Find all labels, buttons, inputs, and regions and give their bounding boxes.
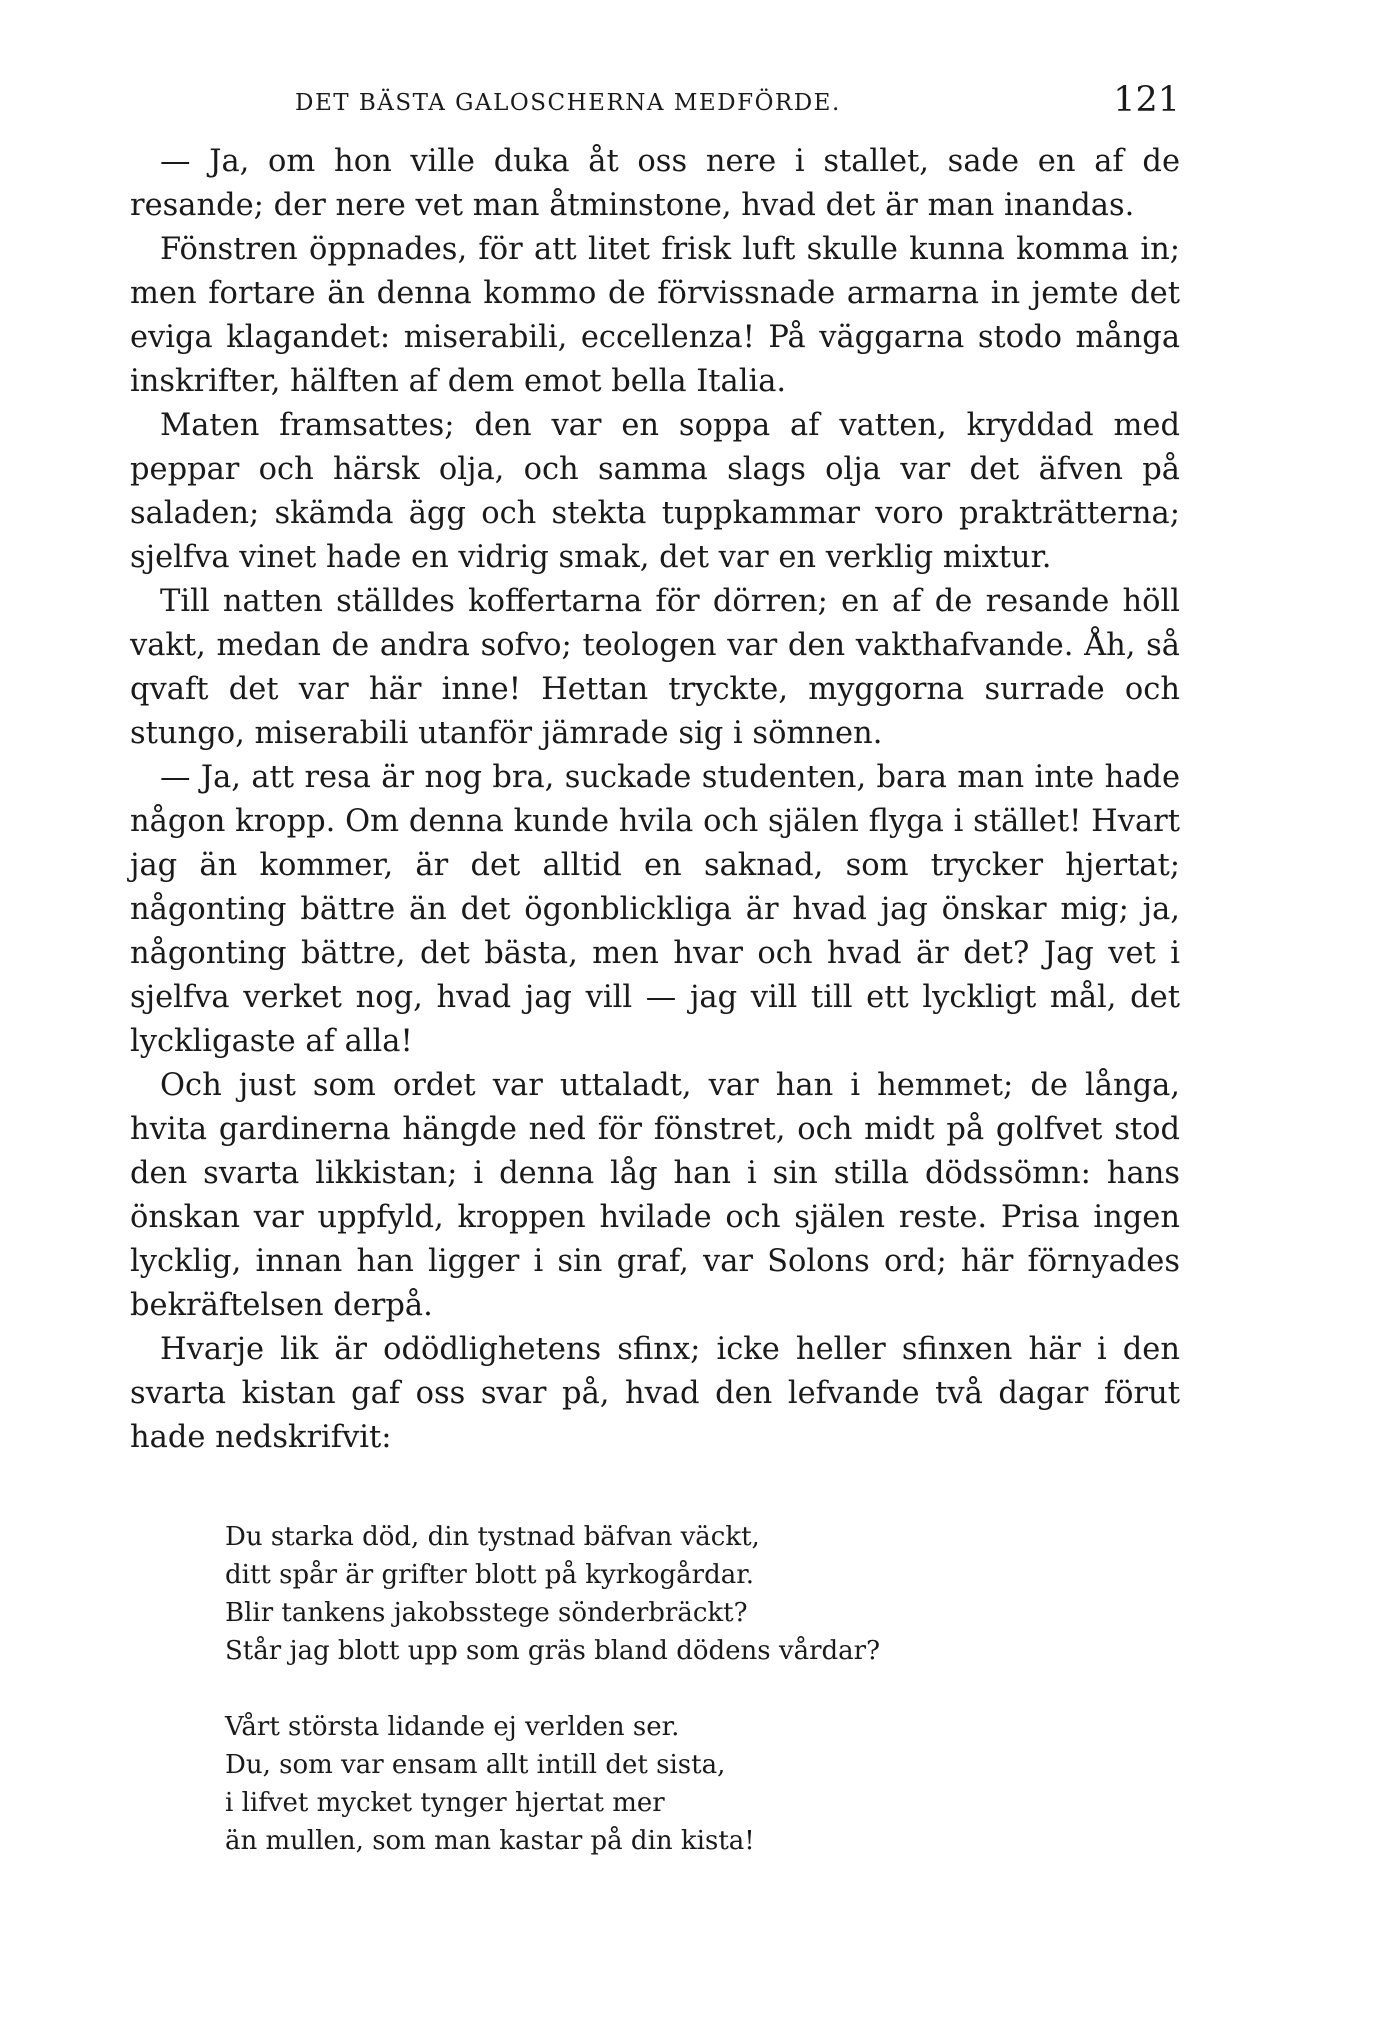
paragraph: Till natten ställdes koffertarna för dörren; en af de resande höll vakt, medan de andra sofvo; teologen var den vakthafvande. Åh, så qvaft det var här inne! Hettan tryckte, myggorna surrade och stungo, miserabili utanför jämrade sig i sömnen. [130,584,1180,751]
poem-stanza [225,1708,1180,1860]
body-text [130,140,1180,1460]
paragraph: Och just som ordet var uttaladt, var han i hemmet; de långa, hvita gardinerna hängde ned för fönstret, och midt på golfvet stod den svarta likkistan; i denna låg han i sin stilla dödssömn: hans önskan var uppfyld, kroppen hvilade och själen reste. Prisa ingen lycklig, innan han ligger i sin graf, var Solons ord; här förnyades bekräftelsen derpå. [130,1068,1180,1323]
poem-line: Vårt största lidande ej verlden ser. [225,1712,680,1742]
poem-line: Står jag blott upp som gräs bland dödens vårdar? [225,1636,881,1666]
running-head: DET BÄSTA GALOSCHERNA MEDFÖRDE. [295,90,841,116]
poem [225,1518,1180,1860]
paragraph: Maten framsattes; den var en soppa af vatten, kryddad med peppar och härsk olja, och samma slags olja var det äfven på saladen; skämda ägg och stekta tuppkammar voro prakträtterna; sjelfva vinet hade en vidrig smak, det var en verklig mixtur. [130,408,1180,575]
poem-line: Du, som var ensam allt intill det sista, [225,1750,726,1780]
page-header [130,80,1180,130]
page-number: 121 [1113,80,1180,120]
book-page [130,80,1180,1898]
paragraph: — Ja, om hon ville duka åt oss nere i stallet, sade en af de resande; der nere vet man åtminstone, hvad det är man inandas. [130,144,1180,223]
poem-line: i lifvet mycket tynger hjertat mer [225,1788,665,1818]
poem-stanza [225,1518,1180,1670]
poem-line: Du starka död, din tystnad bäfvan väckt, [225,1522,760,1552]
poem-line: än mullen, som man kastar på din kista! [225,1826,755,1856]
poem-line: ditt spår är grifter blott på kyrkogårdar. [225,1560,755,1590]
paragraph: Hvarje lik är odödlighetens sfinx; icke heller sfinxen här i den svarta kistan gaf oss svar på, hvad den lefvande två dagar förut hade nedskrifvit: [130,1332,1180,1455]
paragraph: Fönstren öppnades, för att litet frisk luft skulle kunna komma in; men fortare än denna kommo de förvissnade armarna in jemte det eviga klagandet: miserabili, eccellenza! På väggarna stodo många inskrifter, hälften af dem emot bella Italia. [130,232,1180,399]
paragraph: — Ja, att resa är nog bra, suckade studenten, bara man inte hade någon kropp. Om denna kunde hvila och själen flyga i stället! Hvart jag än kommer, är det alltid en saknad, som trycker hjertat; någonting bättre än det ögonblickliga är hvad jag önskar mig; ja, någonting bättre, det bästa, men hvar och hvad är det? Jag vet i sjelfva verket nog, hvad jag vill — jag vill till ett lyckligt mål, det lyckligaste af alla! [130,760,1180,1059]
poem-line: Blir tankens jakobsstege sönderbräckt? [225,1598,748,1628]
